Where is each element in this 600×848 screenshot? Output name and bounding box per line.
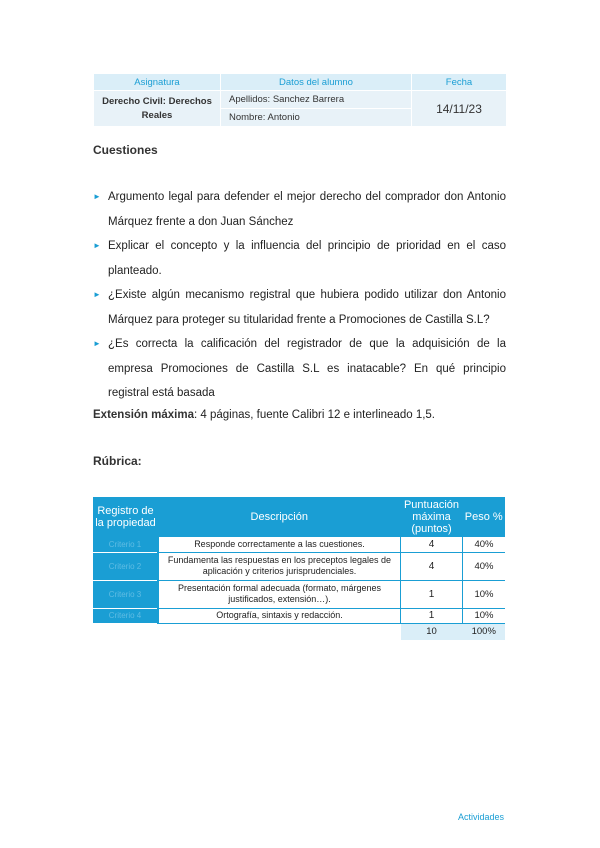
criterion-label: Criterio 2 bbox=[93, 552, 158, 580]
questions-title: Cuestiones bbox=[93, 143, 158, 157]
total-spacer bbox=[93, 623, 158, 640]
rubric-total-row bbox=[93, 623, 505, 640]
criterion-points: 1 bbox=[401, 608, 463, 623]
triangle-bullet-icon: ► bbox=[93, 241, 101, 250]
rubric-table bbox=[93, 497, 505, 640]
question-item: ► Argumento legal para defender el mejor derecho del comprador don Antonio Márquez frente a don Juan Sánchez bbox=[93, 185, 506, 234]
question-item: ► ¿Existe algún mecanismo registral que hubiera podido utilizar don Antonio Márquez para proteger su titularidad frente a Promociones de Castilla S.L? bbox=[93, 283, 506, 332]
triangle-bullet-icon: ► bbox=[93, 192, 101, 201]
criterion-points: 1 bbox=[401, 580, 463, 608]
date-value: 14/11/23 bbox=[412, 91, 507, 127]
extension-label: Extensión máxima bbox=[93, 409, 194, 421]
criterion-description: Presentación formal adecuada (formato, márgenes justificados, extensión…). bbox=[158, 580, 401, 608]
rubric-row bbox=[93, 608, 505, 623]
question-item: ► Explicar el concepto y la influencia del principio de prioridad en el caso planteado. bbox=[93, 234, 506, 283]
questions-list bbox=[93, 185, 506, 406]
rubric-title: Rúbrica: bbox=[93, 454, 142, 468]
header-table bbox=[94, 74, 506, 126]
extension-note bbox=[93, 409, 435, 421]
surname-value: Apellidos: Sanchez Barrera bbox=[221, 91, 412, 109]
criterion-label: Criterio 1 bbox=[93, 537, 158, 552]
criterion-description: Fundamenta las respuestas en los preceptos legales de aplicación y criterios jurisprudenciales. bbox=[158, 552, 401, 580]
rubric-header-description: Descripción bbox=[158, 497, 401, 537]
criterion-weight: 10% bbox=[463, 608, 506, 623]
criterion-points: 4 bbox=[401, 552, 463, 580]
total-spacer bbox=[158, 623, 401, 640]
criterion-description: Responde correctamente a las cuestiones. bbox=[158, 537, 401, 552]
rubric-header-weight: Peso % bbox=[463, 497, 506, 537]
header-col-subject: Asignatura bbox=[94, 74, 221, 91]
criterion-weight: 40% bbox=[463, 552, 506, 580]
header-col-date: Fecha bbox=[412, 74, 507, 91]
rubric-header-row bbox=[93, 497, 505, 537]
criterion-points: 4 bbox=[401, 537, 463, 552]
question-item: ► ¿Es correcta la calificación del registrador de que la adquisición de la empresa Promociones de Castilla S.L es inatacable? En qué principio registral está basada bbox=[93, 332, 506, 406]
footer-label: Actividades bbox=[458, 812, 505, 822]
triangle-bullet-icon: ► bbox=[93, 290, 101, 299]
rubric-header-points: Puntuación máxima (puntos) bbox=[401, 497, 463, 537]
header-col-student: Datos del alumno bbox=[221, 74, 412, 91]
criterion-weight: 10% bbox=[463, 580, 506, 608]
rubric-row bbox=[93, 580, 505, 608]
rubric-header-registry: Registro de la propiedad bbox=[93, 497, 158, 537]
criterion-description: Ortografía, sintaxis y redacción. bbox=[158, 608, 401, 623]
criterion-weight: 40% bbox=[463, 537, 506, 552]
total-points: 10 bbox=[401, 623, 463, 640]
extension-text: : 4 páginas, fuente Calibri 12 e interlineado 1,5. bbox=[193, 409, 436, 421]
criterion-label: Criterio 3 bbox=[93, 580, 158, 608]
total-weight: 100% bbox=[463, 623, 506, 640]
name-value: Nombre: Antonio bbox=[221, 109, 412, 127]
subject-value: Derecho Civil: Derechos Reales bbox=[94, 91, 221, 127]
criterion-label: Criterio 4 bbox=[93, 608, 158, 623]
rubric-row bbox=[93, 552, 505, 580]
rubric-row bbox=[93, 537, 505, 552]
triangle-bullet-icon: ► bbox=[93, 339, 101, 348]
